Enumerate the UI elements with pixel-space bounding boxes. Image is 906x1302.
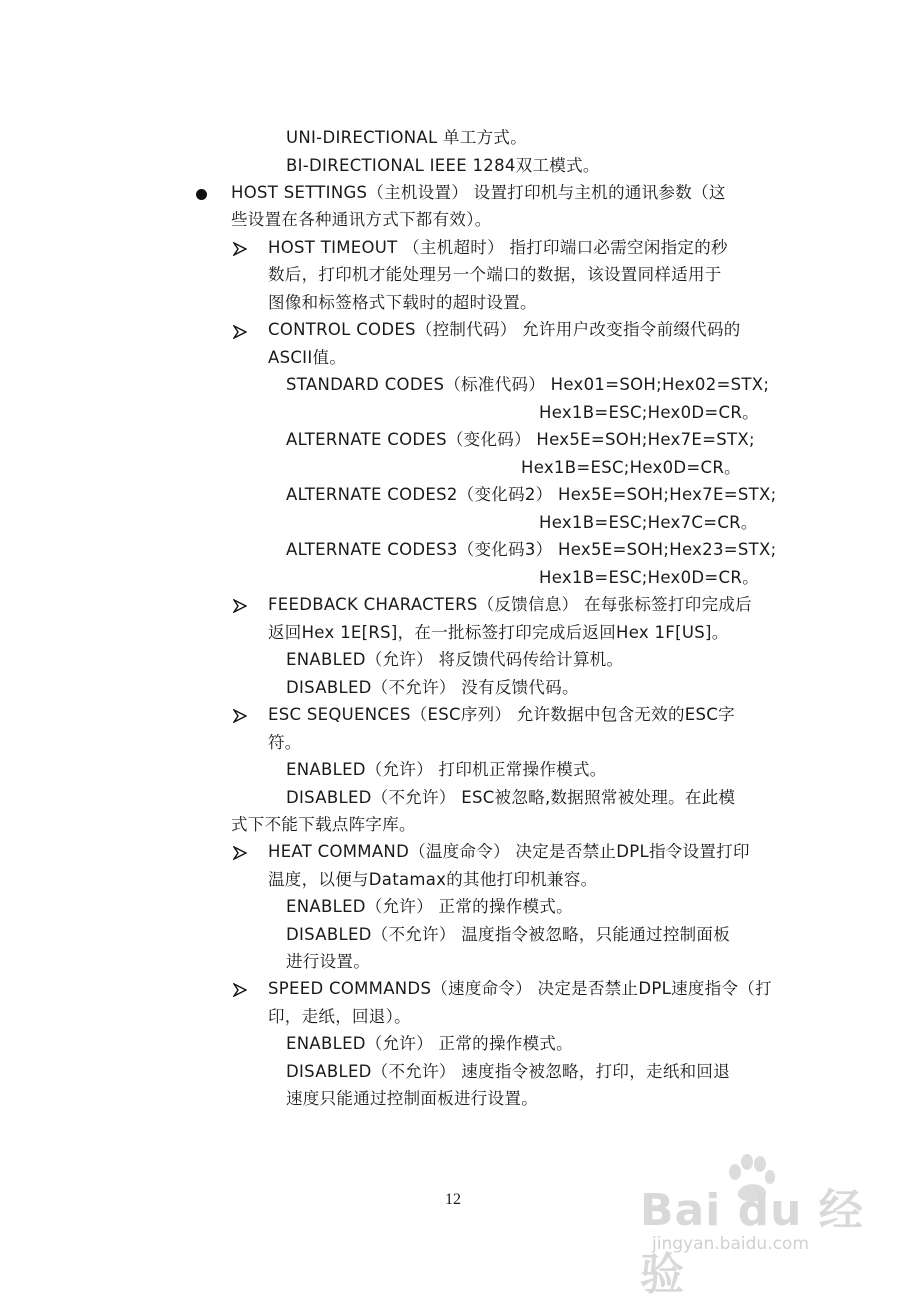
text-line: 数后，打印机才能处理另一个端口的数据，该设置同样适用于 bbox=[268, 265, 722, 284]
text-line: 速度只能通过控制面板进行设置。 bbox=[286, 1089, 538, 1108]
watermark-brand: Bai du 经验 bbox=[640, 1185, 864, 1300]
item-heading-host-timeout: HOST TIMEOUT （主机超时） 指打印端口必需空闲指定的秒 bbox=[268, 238, 728, 257]
text-line: Hex1B=ESC;Hex0D=CR。 bbox=[539, 568, 759, 587]
arrow-bullet-icon bbox=[233, 983, 247, 997]
text-line: 式下不能下载点阵字库。 bbox=[231, 815, 416, 834]
text-line: DISABLED（不允许） ESC被忽略,数据照常被处理。在此模 bbox=[286, 788, 736, 807]
text-line: ENABLED（允许） 正常的操作模式。 bbox=[286, 897, 573, 916]
arrow-bullet-icon bbox=[233, 325, 247, 339]
item-heading-esc-sequences: ESC SEQUENCES（ESC序列） 允许数据中包含无效的ESC字 bbox=[268, 705, 735, 724]
text-line: UNI-DIRECTIONAL 单工方式。 bbox=[286, 128, 528, 147]
text-line: BI-DIRECTIONAL IEEE 1284双工模式。 bbox=[286, 156, 600, 175]
arrow-bullet-icon bbox=[233, 599, 247, 613]
item-heading-feedback-characters: FEEDBACK CHARACTERS（反馈信息） 在每张标签打印完成后 bbox=[268, 595, 752, 614]
text-line: 符。 bbox=[268, 733, 302, 752]
text-line: DISABLED（不允许） 温度指令被忽略，只能通过控制面板 bbox=[286, 925, 731, 944]
text-line: ENABLED（允许） 将反馈代码传给计算机。 bbox=[286, 650, 624, 669]
item-heading-heat-command: HEAT COMMAND（温度命令） 决定是否禁止DPL指令设置打印 bbox=[268, 842, 750, 861]
text-line: ENABLED（允许） 打印机正常操作模式。 bbox=[286, 760, 607, 779]
arrow-bullet-icon bbox=[233, 846, 247, 860]
text-line: Hex1B=ESC;Hex7C=CR。 bbox=[539, 513, 758, 532]
arrow-bullet-icon bbox=[233, 709, 247, 723]
item-heading-control-codes: CONTROL CODES（控制代码） 允许用户改变指令前缀代码的 bbox=[268, 320, 741, 339]
bullet-icon bbox=[196, 189, 207, 200]
arrow-bullet-icon bbox=[233, 242, 247, 256]
text-line: ALTERNATE CODES（变化码） Hex5E=SOH;Hex7E=STX; bbox=[286, 430, 755, 449]
text-line: ALTERNATE CODES3（变化码3） Hex5E=SOH;Hex23=STX; bbox=[286, 540, 777, 559]
text-line: 些设置在各种通讯方式下都有效）。 bbox=[231, 210, 492, 229]
text-line: 温度，以便与Datamax的其他打印机兼容。 bbox=[268, 870, 598, 889]
page-number: 12 bbox=[445, 1191, 461, 1208]
text-line: ASCII值。 bbox=[268, 348, 347, 367]
text-line: 印，走纸，回退）。 bbox=[268, 1007, 411, 1026]
text-line: ALTERNATE CODES2（变化码2） Hex5E=SOH;Hex7E=STX; bbox=[286, 485, 777, 504]
item-heading-speed-commands: SPEED COMMANDS（速度命令） 决定是否禁止DPL速度指令（打 bbox=[268, 979, 772, 998]
text-line: 图像和标签格式下载时的超时设置。 bbox=[268, 293, 537, 312]
text-line: STANDARD CODES（标准代码） Hex01=SOH;Hex02=STX; bbox=[286, 375, 770, 394]
text-line: DISABLED（不允许） 速度指令被忽略，打印，走纸和回退 bbox=[286, 1062, 731, 1081]
watermark-url: jingyan.baidu.com bbox=[652, 1234, 809, 1254]
text-line: 返回Hex 1E[RS]，在一批标签打印完成后返回Hex 1F[US]。 bbox=[268, 623, 729, 642]
text-line: ENABLED（允许） 正常的操作模式。 bbox=[286, 1034, 573, 1053]
watermark bbox=[640, 1150, 890, 1300]
text-line: 进行设置。 bbox=[286, 952, 370, 971]
text-line: Hex1B=ESC;Hex0D=CR。 bbox=[539, 403, 759, 422]
text-line: Hex1B=ESC;Hex0D=CR。 bbox=[521, 458, 741, 477]
text-line: DISABLED（不允许） 没有反馈代码。 bbox=[286, 678, 579, 697]
section-heading-host-settings: HOST SETTINGS（主机设置） 设置打印机与主机的通讯参数（这 bbox=[231, 183, 726, 202]
